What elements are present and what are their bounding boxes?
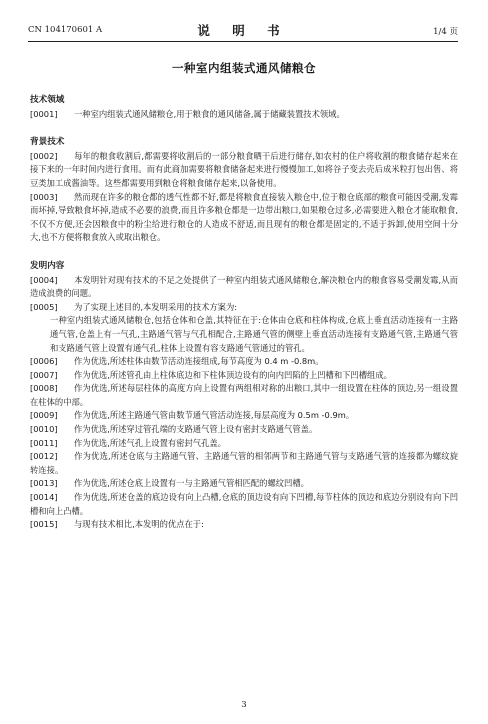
paragraph-0005 — [30, 301, 458, 315]
paragraph-0013 — [30, 477, 458, 491]
section-label: 说 明 书 — [197, 23, 289, 38]
paragraph-0011 — [30, 437, 458, 451]
paragraph-text: 作为优选,所述管孔由上柱体底边和下柱体顶边设有的向内凹陷的上凹槽和下凹槽组成。 — [74, 369, 392, 380]
paragraph-text: 作为优选,所述柱体由数节活动连接组成,每节高度为 0.4 m -0.8m。 — [74, 356, 324, 367]
paragraph-number: [0010] — [30, 424, 58, 435]
paragraph-0001 — [30, 108, 458, 122]
paragraph-text: 一种室内组装式通风储粮仓,用于粮食的通风储备,属于储藏装置技术领域。 — [74, 108, 345, 119]
paragraph-text: 本发明针对现有技术的不足之处提供了一种室内组装式通风储粮仓,解决粮仓内的粮食容易受潮发霉,从而造成浪费的问题。 — [30, 274, 458, 299]
page-header — [28, 21, 458, 42]
paragraph-0004 — [30, 274, 458, 301]
paragraph-0005-continued: 一种室内组装式通风储粮仓,包括仓体和仓盖,其特征在于:仓体由仓底和柱体构成,仓底上垂直活动连接有一主路通气管,仓盖上有一气孔,主路通气管与气孔相配合,主路通气管的侧壁上垂直活动连接有支路通气管,主路通气管和支路通气管上设置有通气孔,柱体上设置有容支路通气管通过的管孔。 — [50, 315, 458, 353]
paragraph-text: 为了实现上述目的,本发明采用的技术方案为: — [74, 301, 238, 312]
paragraph-number: [0005] — [30, 301, 58, 312]
heading-background: 背景技术 — [30, 137, 65, 148]
paragraph-number: [0014] — [30, 492, 58, 503]
paragraph-0010 — [30, 423, 458, 437]
page-indicator: 1/4 页 — [433, 27, 458, 37]
paragraph-number: [0006] — [30, 356, 58, 367]
paragraph-text: 作为优选,所述每层柱体的高度方向上设置有两组相对称的出粮口,其中一组设置在柱体的顶边,另一组设置在柱体的中部。 — [30, 383, 458, 407]
paragraph-0008 — [30, 382, 458, 409]
paragraph-number: [0012] — [30, 451, 58, 462]
paragraph-text: 然而现在许多的粮仓都的透气性都不好,都是将粮食直接装入粮仓中,位于粮仓底部的粮食可能因受潮,发霉而坏掉,导致粮食坏掉,造成不必要的浪费,而且许多粮仓都是一边带出粮口,如果粮仓过多,必需要进入粮仓才能取粮食,不仅不方便,还会因粮食中的粉尘给进行粮仓的人造成不舒适,而且现有的粮仓都是固定的,不适于拆卸,使用空间十分大,也不方便将粮食放入或取出粮仓。 — [30, 191, 458, 243]
paragraph-0015 — [30, 518, 458, 532]
paragraph-0007 — [30, 369, 458, 383]
heading-summary: 发明内容 — [30, 260, 65, 271]
paragraph-text: 作为优选,所述穿过管孔端的支路通气管上设有密封支路通气管盖。 — [74, 424, 318, 435]
page-number: 3 — [241, 700, 247, 710]
paragraph-0012 — [30, 450, 458, 477]
paragraph-number: [0001] — [30, 108, 58, 119]
paragraph-number: [0008] — [30, 383, 58, 394]
paragraph-number: [0009] — [30, 410, 58, 421]
document-title: 一种室内组装式通风储粮仓 — [172, 61, 316, 75]
paragraph-text: 作为优选,所述仓盖的底边设有向上凸槽,仓底的顶边设有向下凹槽,每节柱体的顶边和底边分别设有向下凹槽和向上凸槽。 — [30, 492, 458, 516]
paragraph-number: [0003] — [30, 191, 58, 202]
paragraph-text: 作为优选,所述仓底上设置有一与主路通气管相匹配的螺纹凹槽。 — [74, 478, 309, 489]
document-body — [30, 94, 458, 532]
paragraph-0002 — [30, 150, 458, 191]
paragraph-number: [0004] — [30, 274, 58, 285]
paragraph-0006 — [30, 355, 458, 369]
heading-technical-field: 技术领域 — [30, 95, 65, 105]
paragraph-text: 作为优选,所述气孔上设置有密封气孔盖。 — [74, 437, 226, 448]
paragraph-number: [0013] — [30, 478, 58, 489]
paragraph-text: 与现有技术相比,本发明的优点在于: — [74, 519, 204, 530]
paragraph-number: [0007] — [30, 369, 58, 380]
paragraph-0009 — [30, 409, 458, 423]
paragraph-0003 — [30, 191, 458, 245]
paragraph-number: [0002] — [30, 150, 58, 161]
paragraph-text: 作为优选,所述仓底与主路通气管、主路通气管的相邻两节和主路通气管与支路通气管的连接都为螺纹旋转连接。 — [30, 451, 458, 475]
paragraph-0014 — [30, 491, 458, 518]
paragraph-text: 每年的粮食收割后,都需要将收割后的一部分粮食晒干后进行储存,如农村的住户将收割的粮食储存起来在接下来的一年时间内进行食用。而有此商加需要将粮食储备起来进行慢慢加工,如将谷子变去壳后成米粒打包出售、将豆类加工成酱油等。这些都需要用到粮仓将粮食储存起来,以备使用。 — [30, 150, 458, 188]
patent-number: CN 104170601 A — [28, 25, 103, 35]
paragraph-number: [0011] — [30, 437, 58, 448]
paragraph-text: 作为优选,所述主路通气管由数节通气管活动连接,每层高度为 0.5m -0.9m。 — [74, 410, 355, 421]
paragraph-number: [0015] — [30, 519, 58, 530]
